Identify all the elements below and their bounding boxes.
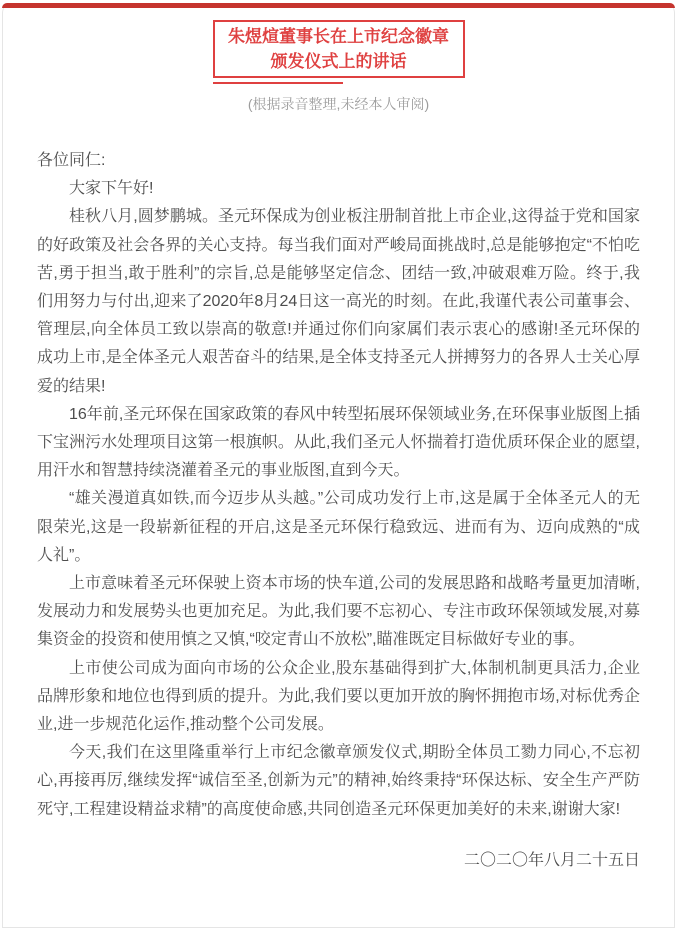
- document-date: 二〇二〇年八月二十五日: [463, 851, 640, 869]
- title-box: [213, 20, 465, 78]
- paragraph-greeting: 大家下午好!: [69, 180, 154, 198]
- paragraph-public-company: 上市使公司成为面向市场的公众企业,股东基础得到扩大,体制机制更具活力,企业品牌形象和地位也得到质的提升。为此,我们要以更加开放的胸怀拥抱市场,对标优秀企业,进一步规范化运作,推动整个公司发展。: [37, 659, 640, 734]
- source-note: (根据录音整理,未经本人审阅): [247, 96, 430, 112]
- speech-body: [3, 114, 674, 875]
- paragraph-capital-market: 上市意味着圣元环保驶上资本市场的快车道,公司的发展思路和战略考量更加清晰,发展动力和发展势头也更加充足。为此,我们要不忘初心、专注市政环保领域发展,对募集资金的投资和使用慎之又慎,“咬定青山不放松”,瞄准既定目标做好专业的事。: [37, 575, 640, 649]
- paragraph-history: 16年前,圣元环保在国家政策的春风中转型拓展环保领域业务,在环保事业版图上插下宝洲污水处理项目这第一根旗帜。从此,我们圣元人怀揣着打造优质环保企业的愿望,用汗水和智慧持续浇灌着圣元的事业版图,直到今天。: [37, 405, 640, 480]
- document-page: [2, 3, 675, 928]
- title-underline: [213, 82, 343, 84]
- salutation: 各位同仁:: [37, 152, 106, 169]
- paragraph-ceremony-closing: 今天,我们在这里隆重举行上市纪念徽章颁发仪式,期盼全体员工勠力同心,不忘初心,再接再厉,继续发挥“诚信至圣,创新为元”的精神,始终秉持“环保达标、安全生产严防死守,工程建设精益求精”的高度使命感,共同创造圣元环保更加美好的未来,谢谢大家!: [37, 744, 640, 818]
- page-title-line2: 颁发仪式上的讲话: [270, 52, 407, 71]
- paragraph-listing-thanks: 桂秋八月,圆梦鹏城。圣元环保成为创业板注册制首批上市企业,这得益于党和国家的好政策及社会各界的关心支持。每当我们面对严峻局面挑战时,总是能够抱定“不怕吃苦,勇于担当,敢于胜利”的宗旨,总是能够坚定信念、团结一致,冲破艰难万险。终于,我们用努力与付出,迎来了2020年8月24日这一高光的时刻。在此,我谨代表公司董事会、管理层,向全体员工致以崇高的敬意!并通过你们向家属们表示衷心的感谢!圣元环保的成功上市,是全体圣元人艰苦奋斗的结果,是全体支持圣元人拼搏努力的各界人士关心厚爱的结果!: [37, 208, 640, 395]
- page-title-line1: 朱煜煊董事长在上市纪念徽章: [228, 27, 449, 46]
- top-accent-bar: [2, 3, 675, 8]
- paragraph-new-journey: “雄关漫道真如铁,而今迈步从头越。”公司成功发行上市,这是属于全体圣元人的无限荣光,这是一段崭新征程的开启,这是圣元环保行稳致远、进而有为、迈向成熟的“成人礼”。: [37, 490, 640, 564]
